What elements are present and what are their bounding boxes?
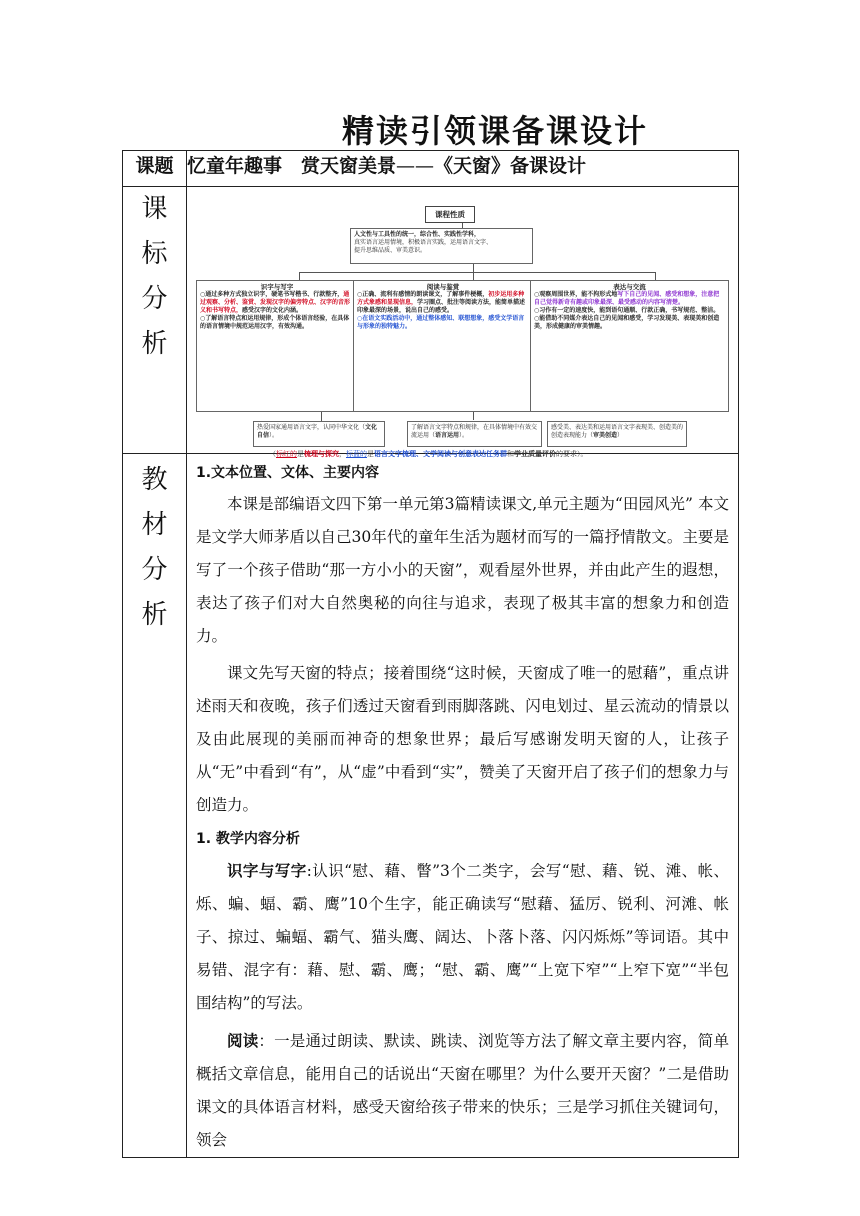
footnote-part: 和 — [507, 450, 514, 458]
connector-line — [655, 272, 656, 280]
literacy-text: ○通过多种方式独立识字，硬笔书写楷书、行款整齐， — [200, 291, 344, 298]
curriculum-label-char: 析 — [141, 329, 168, 359]
paragraph-text: ：一是通过朗读、默读、跳读、浏览等方法了解文章主要内容，简单概括文章信息，能用自己的话说出“天窗在哪里？为什么要开天窗？”二是借助课文的具体语言材料，感受天窗给孩子带来的快乐；三是学习抓住关键词句，领会 — [196, 1032, 729, 1149]
textbook-label — [123, 454, 187, 1158]
footnote-blue: 语言文字梳理、文学阅读与创意表达任务群 — [374, 450, 507, 458]
paragraph: 课文先写天窗的特点；接着围绕“这时候，天窗成了唯一的慰藉”，重点讲述雨天和夜晚，孩子们透过天窗看到雨脚落跳、闪电划过、星云流动的情景以及由此展现的美丽而神奇的想象世界；最后写感谢发明天窗的人，让孩子从“无”中看到“有”，从“虚”中看到“实”，赞美了天窗开启了孩子们的想象力与创造力。 — [196, 664, 729, 814]
aesthetic-box — [547, 421, 687, 447]
reading-text: ○正确、流利有感情的朗读课文，了解事件梗概， — [357, 291, 489, 298]
textbook-row — [123, 454, 739, 1158]
reading-text-red: 初步运用多种方式象感和显现信息， — [357, 291, 525, 306]
footnote-red: 梳理与探究 — [304, 450, 339, 458]
nature-line: 人文性与工具性的统一，综合性、实践性学科， — [354, 231, 481, 238]
reading-title: 阅读与鉴赏 — [426, 283, 460, 291]
curriculum-label-char: 标 — [141, 239, 168, 269]
textbook-label-char: 材 — [141, 510, 168, 540]
curriculum-label — [123, 187, 187, 454]
expression-text-purple: 写下自己的见闻、感受和想象，注意把自己觉得新奇有趣或印象最深、最受感动的内容写清楚。 — [534, 291, 720, 306]
literacy-text: ○了解语言特点和运用规律，形成个体语言经验，在具体的语言情境中规范运用汉字，有效沟通。 — [200, 315, 350, 330]
connector-line — [473, 264, 474, 272]
connector-line — [299, 272, 655, 273]
reading-text: 学习圈点、批注等阅读方法，能简单描述印象最深的场景，说出自己的感受。 — [357, 299, 526, 314]
language-end: ）。 — [459, 432, 469, 439]
curriculum-diagram — [187, 187, 740, 458]
nature-line: 提升思维品质、审美意识。 — [354, 247, 427, 254]
language-box — [407, 421, 542, 447]
lesson-plan-table — [122, 150, 739, 1158]
footnote-blue-label: 标蓝的 — [346, 450, 367, 458]
topic-row — [123, 151, 739, 187]
footnote-part: 的要求）。 — [556, 450, 588, 458]
footnote-bold: 学业质量评价 — [514, 450, 556, 458]
aesthetic-end: ） — [617, 432, 624, 439]
footnote-part: 是 — [367, 450, 374, 458]
curriculum-label-char: 课 — [141, 194, 168, 224]
culture-box — [253, 421, 385, 447]
section-heading: 1. 教学内容分析 — [196, 831, 300, 847]
aesthetic-text: 感受美、表达美和运用语言文字表现美、创造美的创造表现能力（ — [551, 424, 684, 439]
language-bold: 语言运用 — [435, 432, 460, 439]
textbook-label-char: 析 — [141, 600, 168, 630]
paragraph — [196, 1024, 729, 1157]
textbook-label-char: 教 — [141, 465, 168, 495]
footnote-part: （ — [269, 450, 276, 458]
topic-title — [187, 151, 739, 187]
topic-title-dash: —— — [396, 155, 435, 177]
paragraph-label: 阅读 — [227, 1031, 259, 1050]
connector-line — [473, 412, 474, 420]
culture-text: 热爱国家通用语言文字，认同中华文化（ — [257, 424, 366, 431]
connector-line — [299, 272, 300, 280]
aesthetic-bold: 审美创造 — [593, 432, 618, 439]
literacy-text-red: 通过观察、分析、鉴赏、发现汉字的偏旁特点、汉字的音形义和书写特点， — [200, 291, 351, 314]
literacy-text: 感受汉字的文化内涵。 — [242, 307, 303, 314]
literacy-box — [196, 280, 358, 412]
expression-box — [530, 280, 729, 412]
page-title: 精读引领课备课设计 — [341, 112, 648, 150]
paragraph-text: :认识“慰、藉、瞥”3个二类字，会写“慰、藉、锐、滩、帐、烁、蝙、蝠、霸、鹰”10个生字，能正确读写“慰藉、猛厉、锐利、河滩、帐子、掠过、蝙蝠、霸气、猫头鹰、阔达、卜落卜落、闪闪烁烁”等词语。其中易错、混字有：藉、慰、霸、鹰；“慰、霸、鹰”“上宽下窄”“上窄下宽”“半包围结构”的写法。 — [196, 862, 729, 1012]
culture-bold: 文化自信 — [257, 424, 378, 439]
expression-text: ○能借助不同媒介表达自己的见闻和感受，学习发现美、表现美和创造美，形成健康的审美情趣。 — [534, 315, 720, 330]
root-box — [425, 206, 475, 223]
diagram-footnote — [269, 449, 588, 459]
expression-title: 表达与交流 — [613, 283, 646, 291]
literacy-title: 识字与写字 — [260, 283, 294, 291]
connector-line — [473, 272, 474, 280]
textbook-analysis-cell — [187, 454, 739, 1158]
paragraph — [196, 854, 729, 1020]
section-heading: 1.文本位置、文体、主要内容 — [196, 465, 380, 481]
nature-line: 真实语言运用情境，积极语言实践，运用语言文字、 — [354, 239, 493, 246]
root-title: 课程性质 — [435, 210, 465, 219]
expression-text: ○观察周围世界，能不拘形式地 — [534, 291, 618, 298]
footnote-red-label: 标红的 — [276, 450, 297, 458]
language-text: 了解语言文字特点和规律，在具体情境中有效交流运用（ — [411, 424, 538, 439]
nature-box — [350, 228, 533, 264]
curriculum-label-char: 分 — [141, 284, 168, 314]
footnote-part: 是 — [297, 450, 304, 458]
footnote-part: ， — [339, 450, 346, 458]
curriculum-diagram-cell — [187, 187, 739, 458]
paragraph: 本课是部编语文四下第一单元第3篇精读课文,单元主题为“田园风光” 本文是文学大师茅盾以自己30年代的童年生活为题材而写的一篇抒情散文。主要是写了一个孩子借助“那一方小小的天窗”，观看屋外世界，并由此产生的遐想，表达了孩子们对大自然奥秘的向往与追求，表现了极其丰富的想象力和创造力。 — [196, 495, 729, 645]
reading-box — [353, 280, 533, 412]
topic-label: 课题 — [123, 151, 187, 187]
topic-title-rest: 《天窗》备课设计 — [434, 155, 587, 177]
expression-text: ○习作有一定的速度快，能到语句通顺、行款正确，书写规范、整洁。 — [534, 307, 720, 314]
topic-title-bold: 忆童年趣事 赏天窗美景 — [187, 155, 397, 177]
textbook-label-char: 分 — [141, 555, 168, 585]
culture-end: ）。 — [269, 432, 279, 439]
paragraph-label: 识字与写字 — [227, 861, 307, 880]
curriculum-row — [123, 187, 739, 454]
reading-text-blue: ○在语文实践活动中，通过整体感知、联想想象，感受文学语言与形象的独特魅力。 — [357, 315, 525, 330]
